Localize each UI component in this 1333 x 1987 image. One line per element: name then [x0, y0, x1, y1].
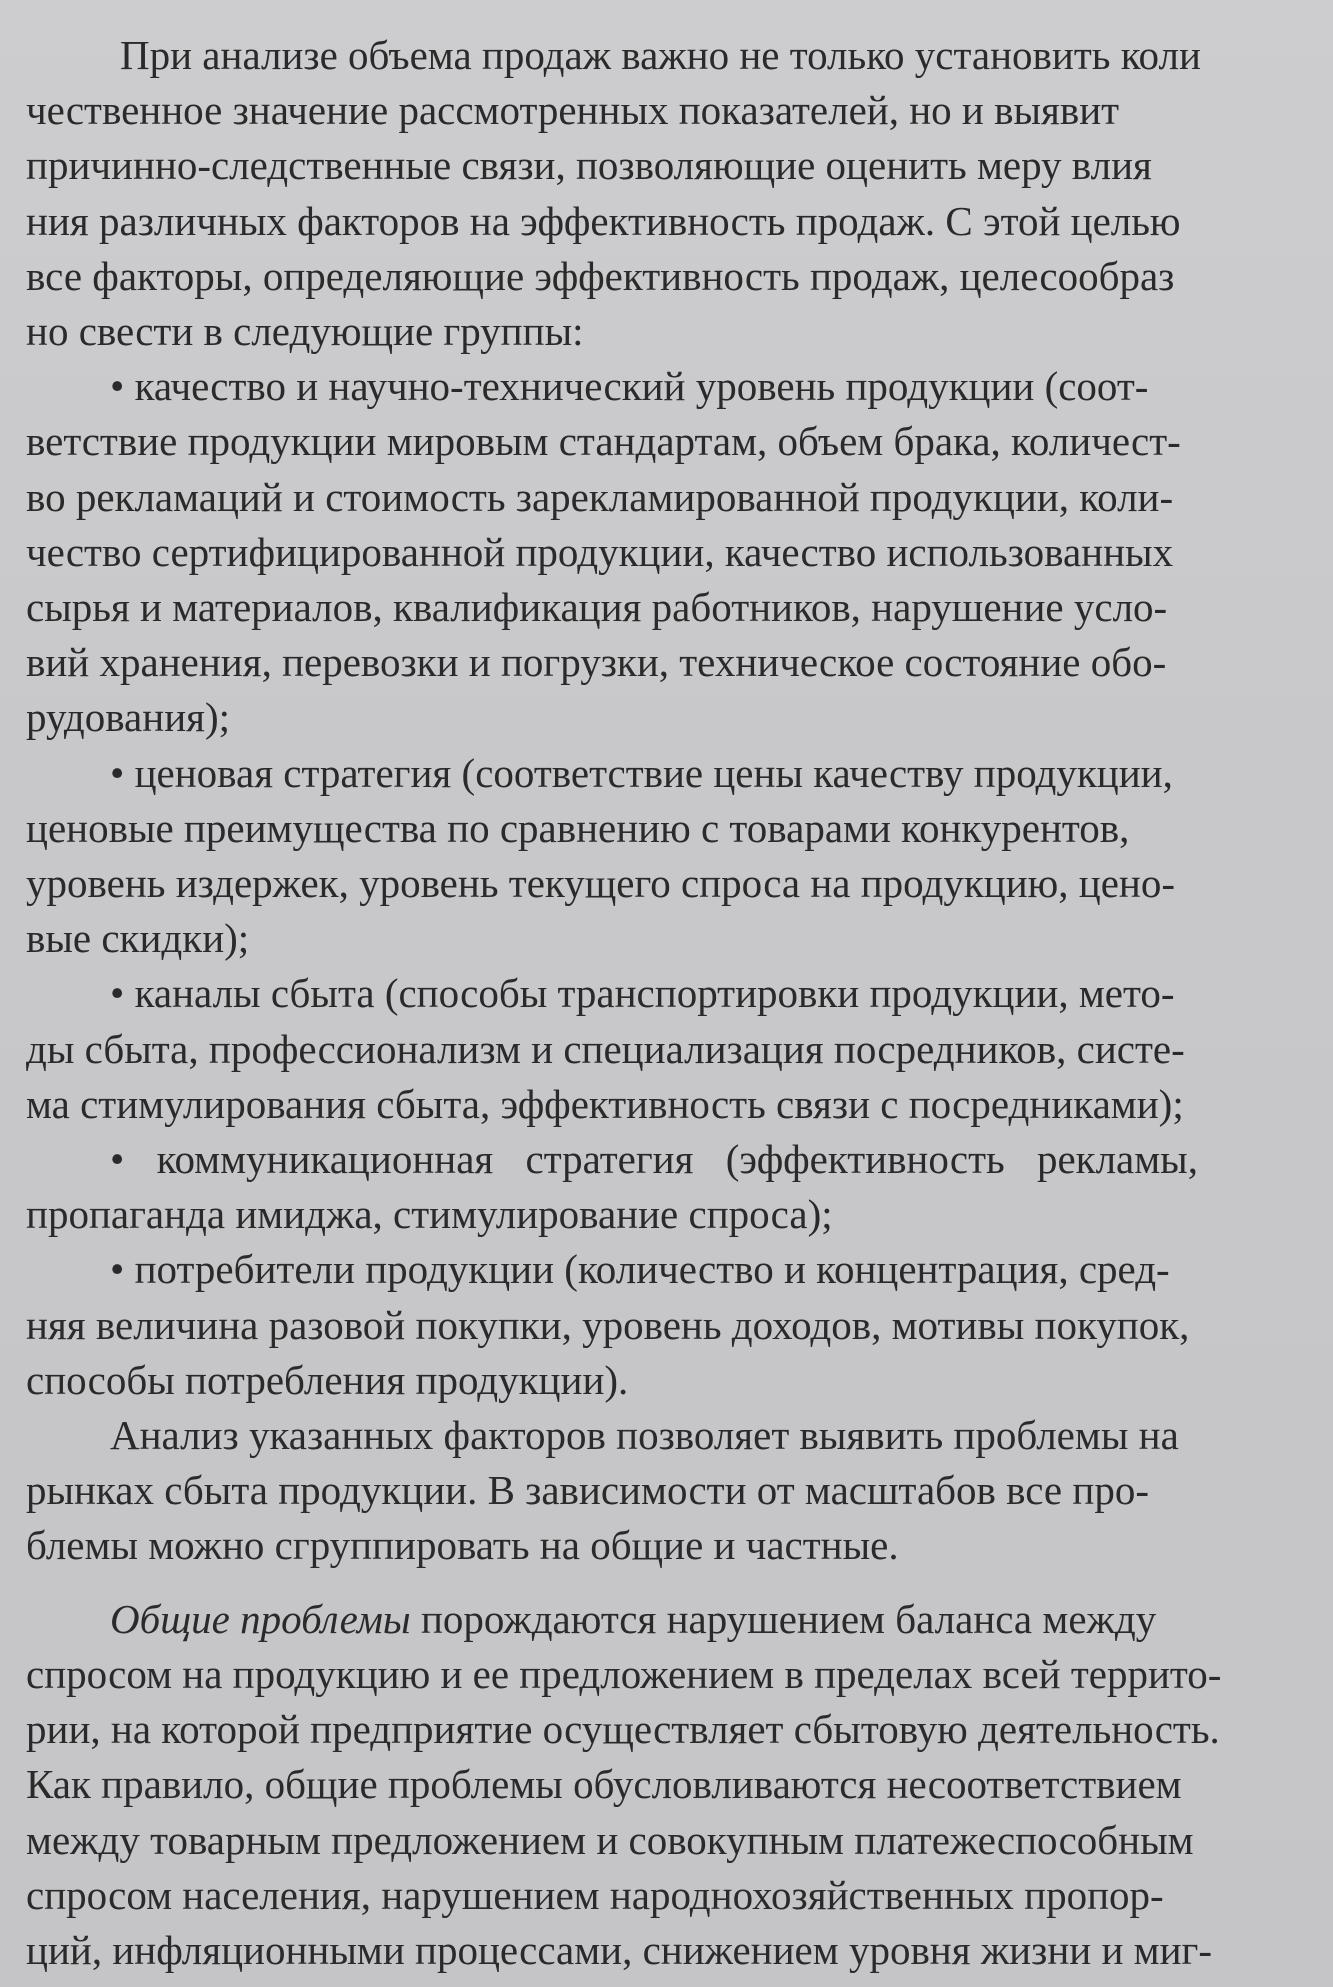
text-line: ций, инфляционными процессами, снижением уровня жизни и миг- [26, 1926, 1212, 1973]
body-text [26, 28, 1331, 1978]
text-line: причинно-следственные связи, позволяющие оценить меру влия [26, 142, 1152, 189]
text-fragment: порождаются нарушением баланса между [410, 1595, 1157, 1642]
text-line: ды сбыта, профессионализм и специализация посредников, систе- [26, 1025, 1185, 1072]
text-line: блемы можно сгруппировать на общие и частные. [26, 1522, 899, 1569]
text-line: все факторы, определяющие эффективность продаж, целесообраз [26, 252, 1175, 299]
text-line: няя величина разовой покупки, уровень доходов, мотивы покупок, [26, 1301, 1190, 1348]
text-line: ния различных факторов на эффективность продаж. С этой целью [26, 197, 1181, 244]
text-line: между товарным предложением и совокупным платежеспособным [26, 1816, 1194, 1863]
text-line: вые скидки); [26, 915, 250, 962]
bullet-item-pricing: • ценовая стратегия (соответствие цены качеству продукции, [110, 749, 1173, 796]
text-line: сырья и материалов, квалификация работников, нарушение усло- [26, 584, 1168, 631]
italic-term: Общие проблемы [110, 1595, 411, 1642]
text-line: При анализе объема продаж важно не только установить коли [120, 32, 1201, 78]
text-line: спросом населения, нарушением народнохозяйственных пропор- [26, 1871, 1164, 1918]
text-line: чество сертифицированной продукции, качество использованных [26, 528, 1174, 575]
text-line: но свести в следующие группы: [26, 308, 584, 355]
text-line: вий хранения, перевозки и погрузки, техническое состояние обо- [26, 639, 1167, 686]
text-line: спросом на продукцию и ее предложением в пределах всей террито- [26, 1650, 1222, 1697]
text-line: чественное значение рассмотренных показателей, но и выявит [26, 87, 1120, 134]
text-line: рии, на которой предприятие осуществляет сбытовую деятельность. [26, 1706, 1220, 1753]
text-line: ма стимулирования сбыта, эффективность связи с посредниками); [26, 1080, 1184, 1127]
text-line: рудования); [26, 694, 231, 741]
text-line: Как правило, общие проблемы обусловливаются несоответствием [26, 1761, 1182, 1808]
text-line: способы потребления продукции). [26, 1356, 629, 1403]
text-line: рынках сбыта продукции. В зависимости от масштабов все про- [26, 1467, 1149, 1514]
bullet-item-channels: • каналы сбыта (способы транспортировки продукции, мето- [110, 970, 1175, 1017]
text-line: ветствие продукции мировым стандартам, объем брака, количест- [26, 418, 1181, 465]
bullet-item-communication: • коммуникационная стратегия (эффективность рекламы, [110, 1136, 1198, 1183]
text-line: ценовые преимущества по сравнению с товарами конкурентов, [26, 804, 1130, 851]
text-line: Анализ указанных факторов позволяет выявить проблемы на [110, 1412, 1179, 1459]
text-line: пропаганда имиджа, стимулирование спроса); [26, 1191, 833, 1238]
paragraph-gap [26, 1574, 1331, 1592]
text-line: уровень издержек, уровень текущего спроса на продукцию, цено- [26, 860, 1176, 907]
text-line [26, 1592, 1331, 1647]
bullet-item-consumers: • потребители продукции (количество и концентрация, сред- [110, 1246, 1170, 1293]
bullet-item-quality: • качество и научно-технический уровень продукции (соот- [110, 363, 1149, 410]
text-line: во рекламаций и стоимость зарекламированной продукции, коли- [26, 473, 1174, 520]
